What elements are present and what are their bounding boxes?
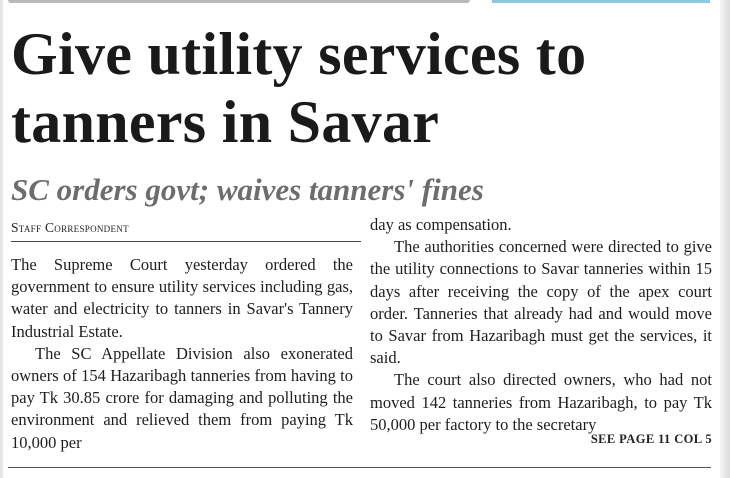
paragraph-continued: day as compensation. — [370, 215, 512, 234]
article-column-right — [370, 214, 712, 436]
paragraph: The authorities concerned were directed to give the utility connections to Savar tanneries within 15 days after receiving the copy of the apex court order. Tanneries that already had and would move to Savar from Hazaribagh must get the services, it said. — [370, 237, 712, 368]
paragraph: The SC Appellate Division also exonerated owners of 154 Hazaribagh tanneries from having to pay Tk 30.85 crore for damaging and polluting the environment and relieved them from paying Tk 10,000 per — [11, 343, 353, 452]
byline-rule — [11, 241, 361, 242]
paragraph: The Supreme Court yesterday ordered the government to ensure utility services including gas, water and electricity to tanners in Savar's Tannery Industrial Estate. — [11, 255, 353, 341]
headline: Give utility services to tanners in Savar — [11, 21, 587, 155]
page-left-edge — [0, 0, 3, 478]
continuation-jump-link[interactable]: SEE PAGE 11 COL 5 — [590, 432, 712, 446]
top-divider-rule — [8, 0, 470, 3]
paragraph: The court also directed owners, who had not moved 142 tanneries from Hazaribagh, to pay Tk 50,000 per factory to the secretary — [370, 370, 712, 434]
subheadline: SC orders govt; waives tanners' fines — [11, 172, 484, 207]
article-column-left — [11, 254, 353, 454]
bottom-divider-rule — [8, 467, 711, 468]
byline: Staff Correspondent — [11, 220, 129, 235]
top-accent-rule — [492, 0, 710, 3]
page-right-edge — [720, 0, 730, 478]
